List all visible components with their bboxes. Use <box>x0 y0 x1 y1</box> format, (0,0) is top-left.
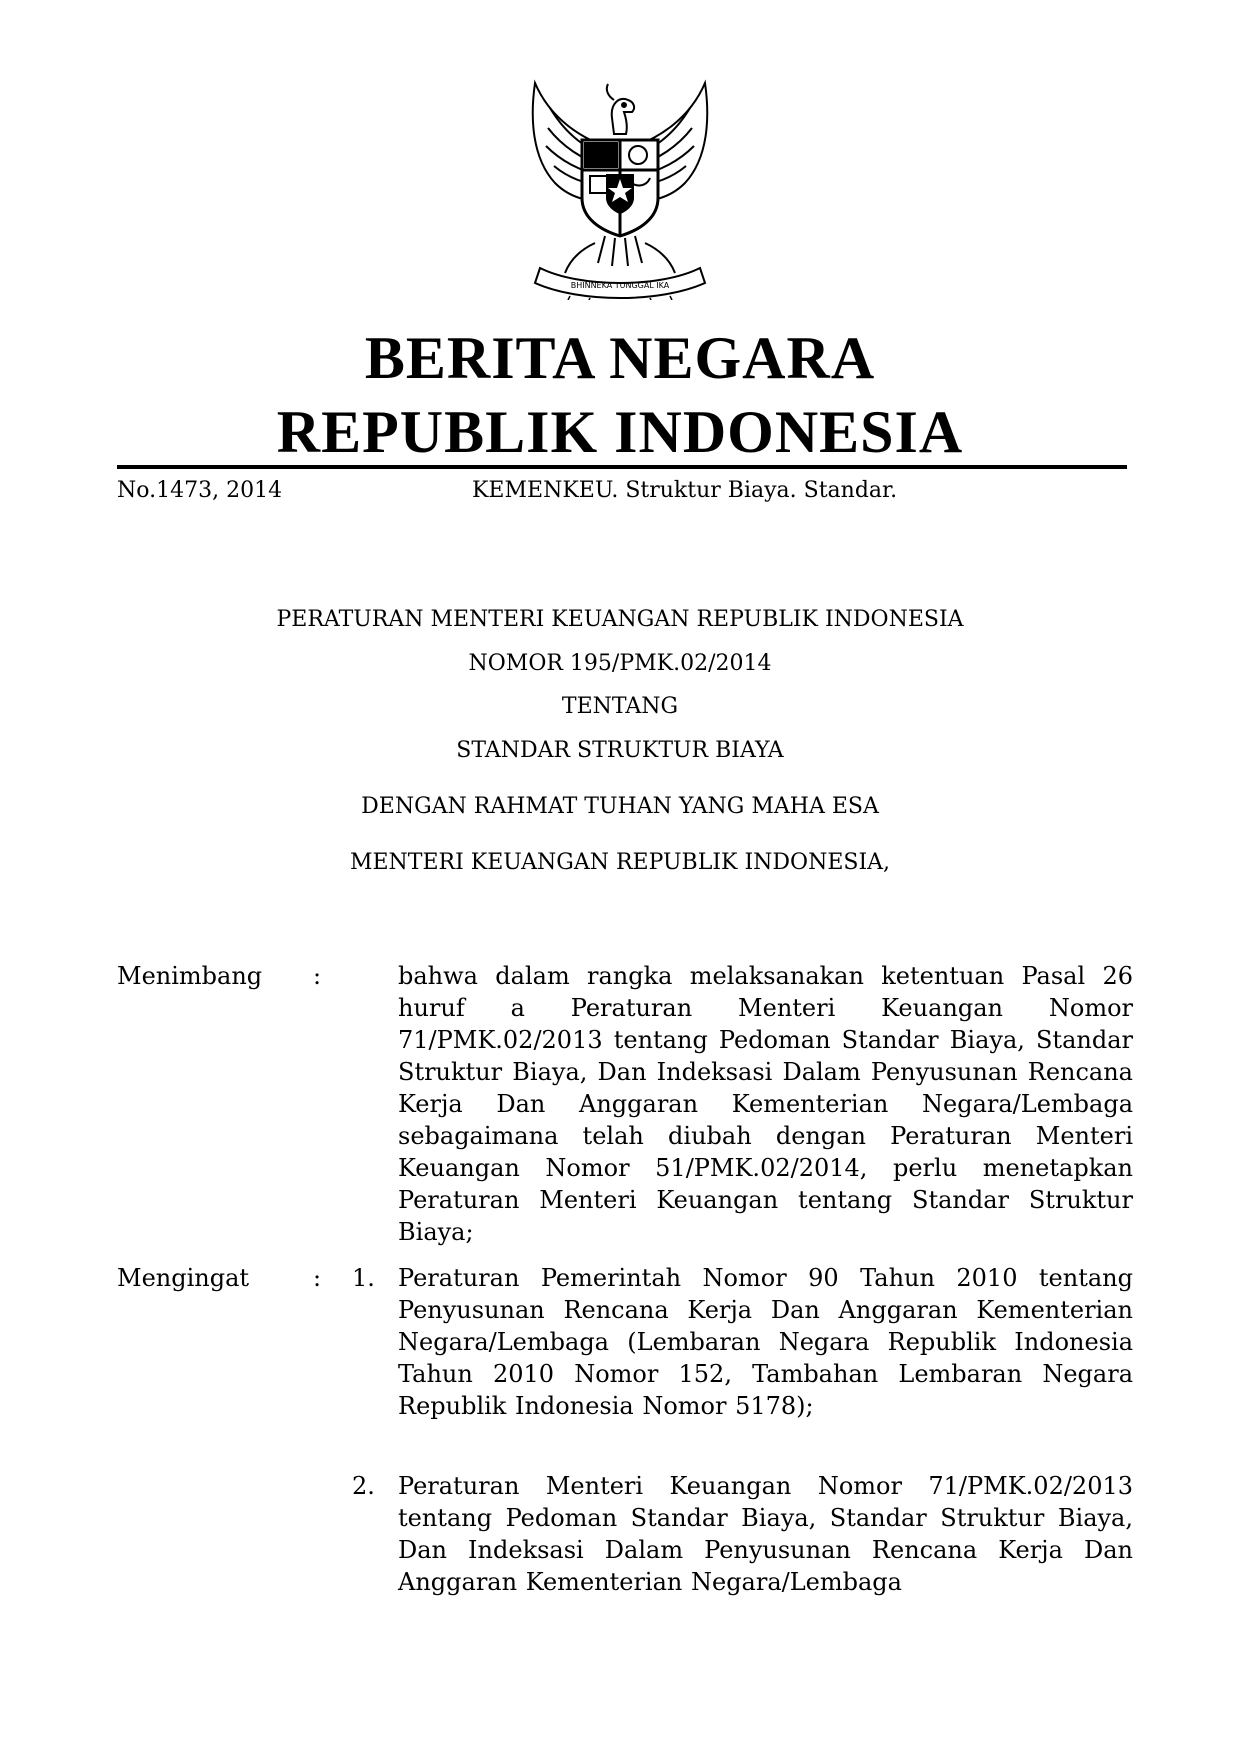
issue-number: No.1473, 2014 <box>117 478 283 503</box>
menimbang-colon: : <box>313 962 322 990</box>
mengingat-item-text: Peraturan Pemerintah Nomor 90 Tahun 2010 tentang Penyusunan Rencana Kerja Dan Anggaran Kementerian Negara/Lembaga (Lembaran Negara Republik Indonesia Tahun 2010 Nomor 152, Tambahan Lembaran Negara Republik Indonesia Nomor 5178); <box>398 1264 1133 1420</box>
mengingat-label: Mengingat <box>117 1264 250 1292</box>
mengingat-item-text: Peraturan Menteri Keuangan Nomor 71/PMK.02/2013 tentang Pedoman Standar Biaya, Standar Struktur Biaya, Dan Indeksasi Dalam Penyusunan Rencana Kerja Dan Anggaran Kementerian Negara/Lembaga <box>398 1472 1133 1596</box>
masthead-title-line2: REPUBLIK INDONESIA <box>276 399 964 465</box>
menimbang-label: Menimbang <box>117 962 263 990</box>
regulation-subject: STANDAR STRUKTUR BIAYA <box>456 738 784 763</box>
regulation-preamble: DENGAN RAHMAT TUHAN YANG MAHA ESA <box>361 794 879 819</box>
mengingat-colon: : <box>313 1264 322 1292</box>
header-divider <box>117 465 1127 469</box>
issue-subject: KEMENKEU. Struktur Biaya. Standar. <box>472 478 898 503</box>
regulation-about: TENTANG <box>561 694 679 719</box>
regulation-number: NOMOR 195/PMK.02/2014 <box>468 651 772 676</box>
mengingat-item-number: 2. <box>352 1472 375 1500</box>
garuda-emblem-icon <box>510 78 730 300</box>
regulation-title: PERATURAN MENTERI KEUANGAN REPUBLIK INDONESIA <box>276 607 964 632</box>
masthead-title-line1: BERITA NEGARA <box>364 325 876 391</box>
mengingat-item-number: 1. <box>352 1264 375 1292</box>
emblem-motto: BHINNEKA TUNGGAL IKA <box>570 281 670 290</box>
menimbang-text: bahwa dalam rangka melaksanakan ketentuan Pasal 26 huruf a Peraturan Menteri Keuangan Nomor 71/PMK.02/2013 tentang Pedoman Standar Biaya, Standar Struktur Biaya, Dan Indeksasi Dalam Penyusunan Rencana Kerja Dan Anggaran Kementerian Negara/Lembaga sebagaimana telah diubah dengan Peraturan Menteri Keuangan Nomor 51/PMK.02/2014, perlu menetapkan Peraturan Menteri Keuangan tentang Standar Struktur Biaya; <box>398 962 1133 1246</box>
regulation-minister: MENTERI KEUANGAN REPUBLIK INDONESIA, <box>349 850 891 875</box>
